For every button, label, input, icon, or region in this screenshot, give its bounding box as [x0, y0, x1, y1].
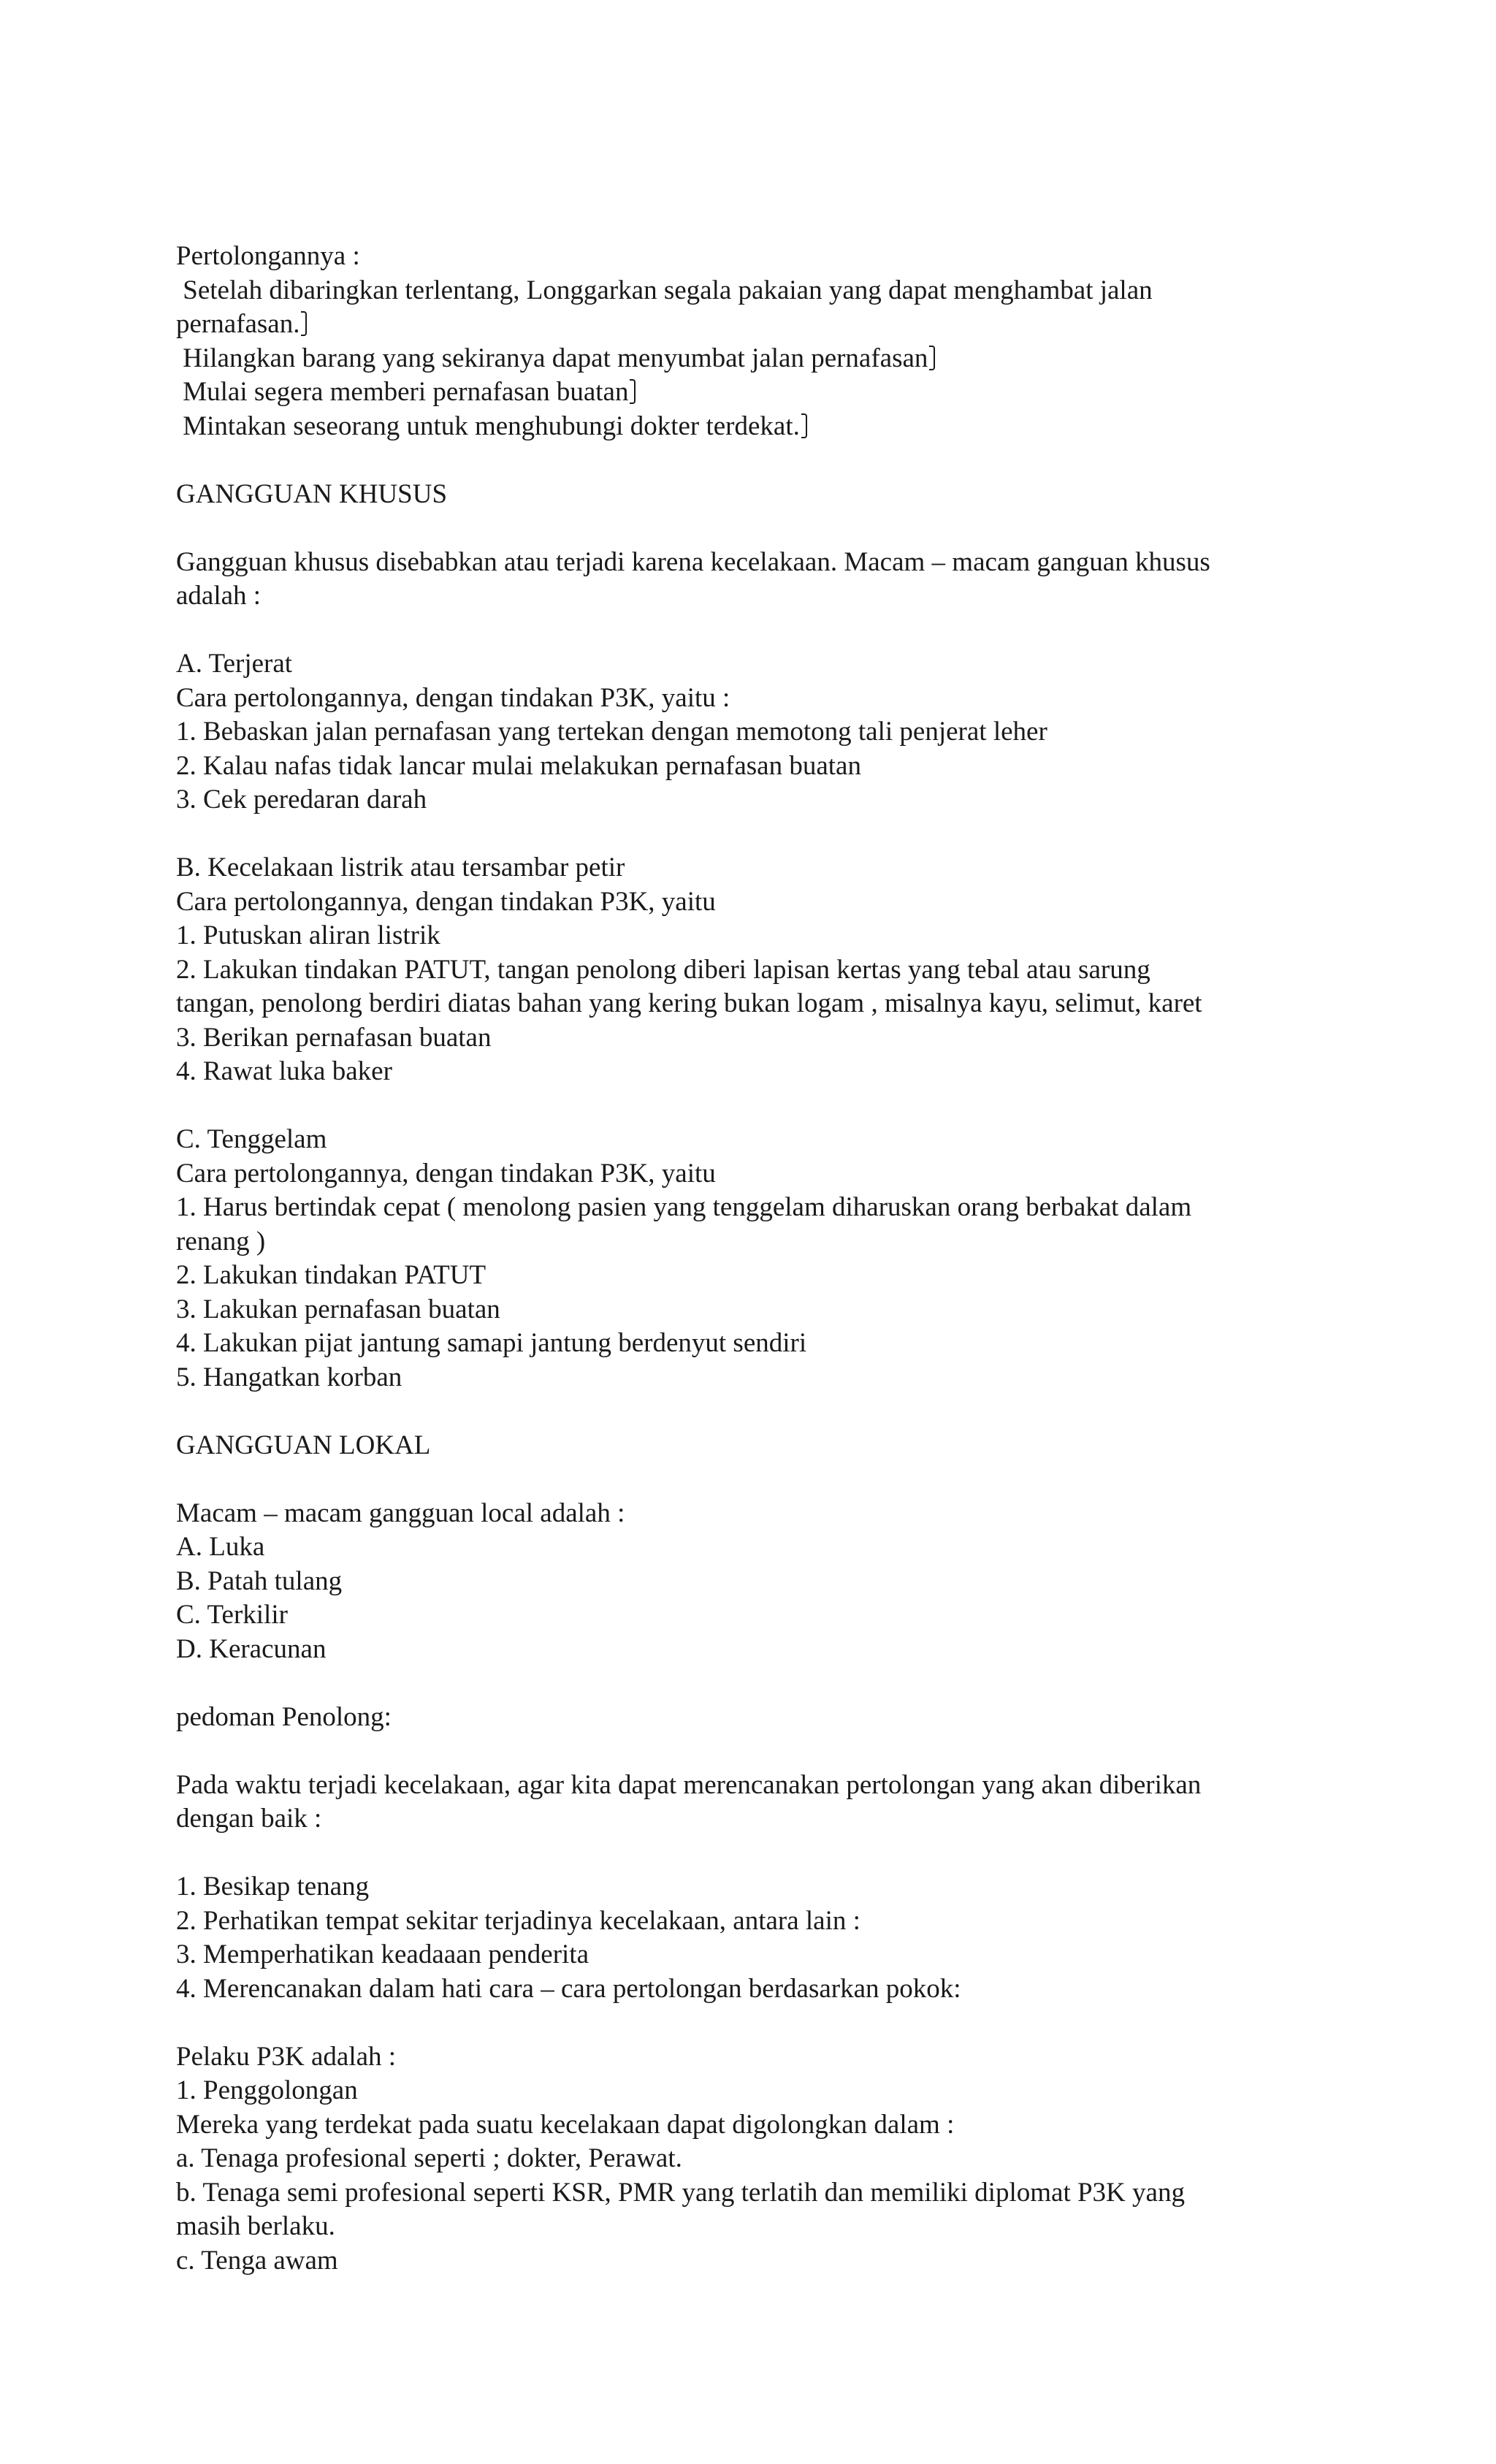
spacer	[176, 1089, 1345, 1124]
list-item: 4. Rawat luka baker	[176, 1056, 392, 1086]
pertolongan-step: Mintakan seseorang untuk menghubungi dokter terdekat.	[176, 410, 1345, 444]
list-item: 1. Besikap tenang	[176, 1872, 370, 1902]
list-item: a. Tenaga profesional seperti ; dokter, Perawat.	[176, 2143, 682, 2173]
spacer	[176, 1734, 1345, 1769]
subsection-lead: Cara pertolongannya, dengan tindakan P3K, yaitu	[176, 1158, 716, 1189]
list-item: masih berlaku.	[176, 2211, 335, 2241]
paragraph-line: Macam – macam gangguan local adalah :	[176, 1498, 625, 1528]
list-item: 4. Lakukan pijat jantung samapi jantung berdenyut sendiri	[176, 1328, 807, 1358]
paragraph-line: adalah :	[176, 581, 262, 611]
list-item: b. Tenaga semi profesional seperti KSR, PMR yang terlatih dan memiliki diplomat P3K yang	[176, 2177, 1185, 2208]
list-item: 2. Lakukan tindakan PATUT, tangan penolong diberi lapisan kertas yang tebal atau sarung	[176, 954, 1150, 985]
list-item: 3. Memperhatikan keadaaan penderita	[176, 1939, 589, 1969]
list-item: tangan, penolong berdiri diatas bahan yang kering bukan logam , misalnya kayu, selimut, karet	[176, 988, 1202, 1018]
list-item: renang )	[176, 1226, 266, 1256]
paragraph-line: Gangguan khusus disebabkan atau terjadi karena kecelakaan. Macam – macam ganguan khusus	[176, 546, 1210, 577]
spacer	[176, 614, 1345, 648]
paragraph-line: Mereka yang terdekat pada suatu kecelakaan dapat digolongkan dalam :	[176, 2109, 955, 2140]
spacer	[176, 817, 1345, 852]
paragraph-line: dengan baik :	[176, 1804, 322, 1834]
paragraph-line: Pada waktu terjadi kecelakaan, agar kita dapat merencanakan pertolongan yang akan diberikan	[176, 1769, 1202, 1800]
section-title-lokal: GANGGUAN LOKAL	[176, 1430, 431, 1460]
list-item: 1. Bebaskan jalan pernafasan yang tertekan dengan memotong tali penjerat leher	[176, 717, 1047, 747]
subsection-lead: Cara pertolongannya, dengan tindakan P3K, yaitu	[176, 886, 716, 917]
list-item: 3. Berikan pernafasan buatan	[176, 1022, 492, 1053]
pertolongan-step: Hilangkan barang yang sekiranya dapat menyumbat jalan pernafasan	[176, 342, 1345, 376]
spacer	[176, 511, 1345, 546]
list-item: 1. Harus bertindak cepat ( menolong pasien yang tenggelam diharuskan orang berbakat dalam	[176, 1192, 1192, 1222]
subsection-title: C. Tenggelam	[176, 1124, 327, 1154]
section-title-pelaku: Pelaku P3K adalah :	[176, 2041, 397, 2072]
bracket-symbol-icon	[630, 379, 636, 404]
bracket-symbol-icon	[929, 346, 935, 370]
pertolongan-step: Setelah dibaringkan terlentang, Longgarkan segala pakaian yang dapat menghambat jalan	[176, 275, 1153, 305]
spacer	[176, 443, 1345, 478]
spacer	[176, 1395, 1345, 1429]
subsection-title: B. Kecelakaan listrik atau tersambar petir	[176, 853, 625, 882]
list-item: c. Tenga awam	[176, 2245, 338, 2276]
bracket-symbol-icon	[301, 311, 307, 336]
list-item: 3. Lakukan pernafasan buatan	[176, 1294, 500, 1324]
spacer	[176, 2006, 1345, 2040]
bracket-symbol-icon	[801, 413, 807, 438]
list-item: D. Keracunan	[176, 1633, 327, 1664]
spacer	[176, 1836, 1345, 1871]
pertolongan-step: Mulai segera memberi pernafasan buatan	[176, 375, 1345, 410]
spacer	[176, 1462, 1345, 1497]
list-item: A. Luka	[176, 1532, 265, 1562]
pertolongan-heading: Pertolongannya :	[176, 241, 360, 271]
list-item: 4. Merencanakan dalam hati cara – cara pertolongan berdasarkan pokok:	[176, 1973, 961, 2004]
list-item: 2. Perhatikan tempat sekitar terjadinya kecelakaan, antara lain :	[176, 1905, 860, 1936]
pertolongan-step: pernafasan.	[176, 308, 1345, 342]
list-item: 5. Hangatkan korban	[176, 1362, 402, 1392]
document-body	[176, 240, 1345, 2278]
subsection-lead: Cara pertolongannya, dengan tindakan P3K, yaitu :	[176, 682, 730, 713]
list-item: 1. Putuskan aliran listrik	[176, 920, 440, 950]
list-item: 2. Lakukan tindakan PATUT	[176, 1260, 486, 1290]
section-title-khusus: GANGGUAN KHUSUS	[176, 478, 448, 509]
subsection-title: A. Terjerat	[176, 649, 293, 679]
list-item: B. Patah tulang	[176, 1565, 343, 1596]
spacer	[176, 1666, 1345, 1701]
list-item: 2. Kalau nafas tidak lancar mulai melakukan pernafasan buatan	[176, 750, 861, 781]
section-title-pedoman: pedoman Penolong:	[176, 1701, 392, 1732]
list-item: 3. Cek peredaran darah	[176, 785, 427, 815]
subsection-title: 1. Penggolongan	[176, 2075, 358, 2105]
list-item: C. Terkilir	[176, 1600, 288, 1630]
